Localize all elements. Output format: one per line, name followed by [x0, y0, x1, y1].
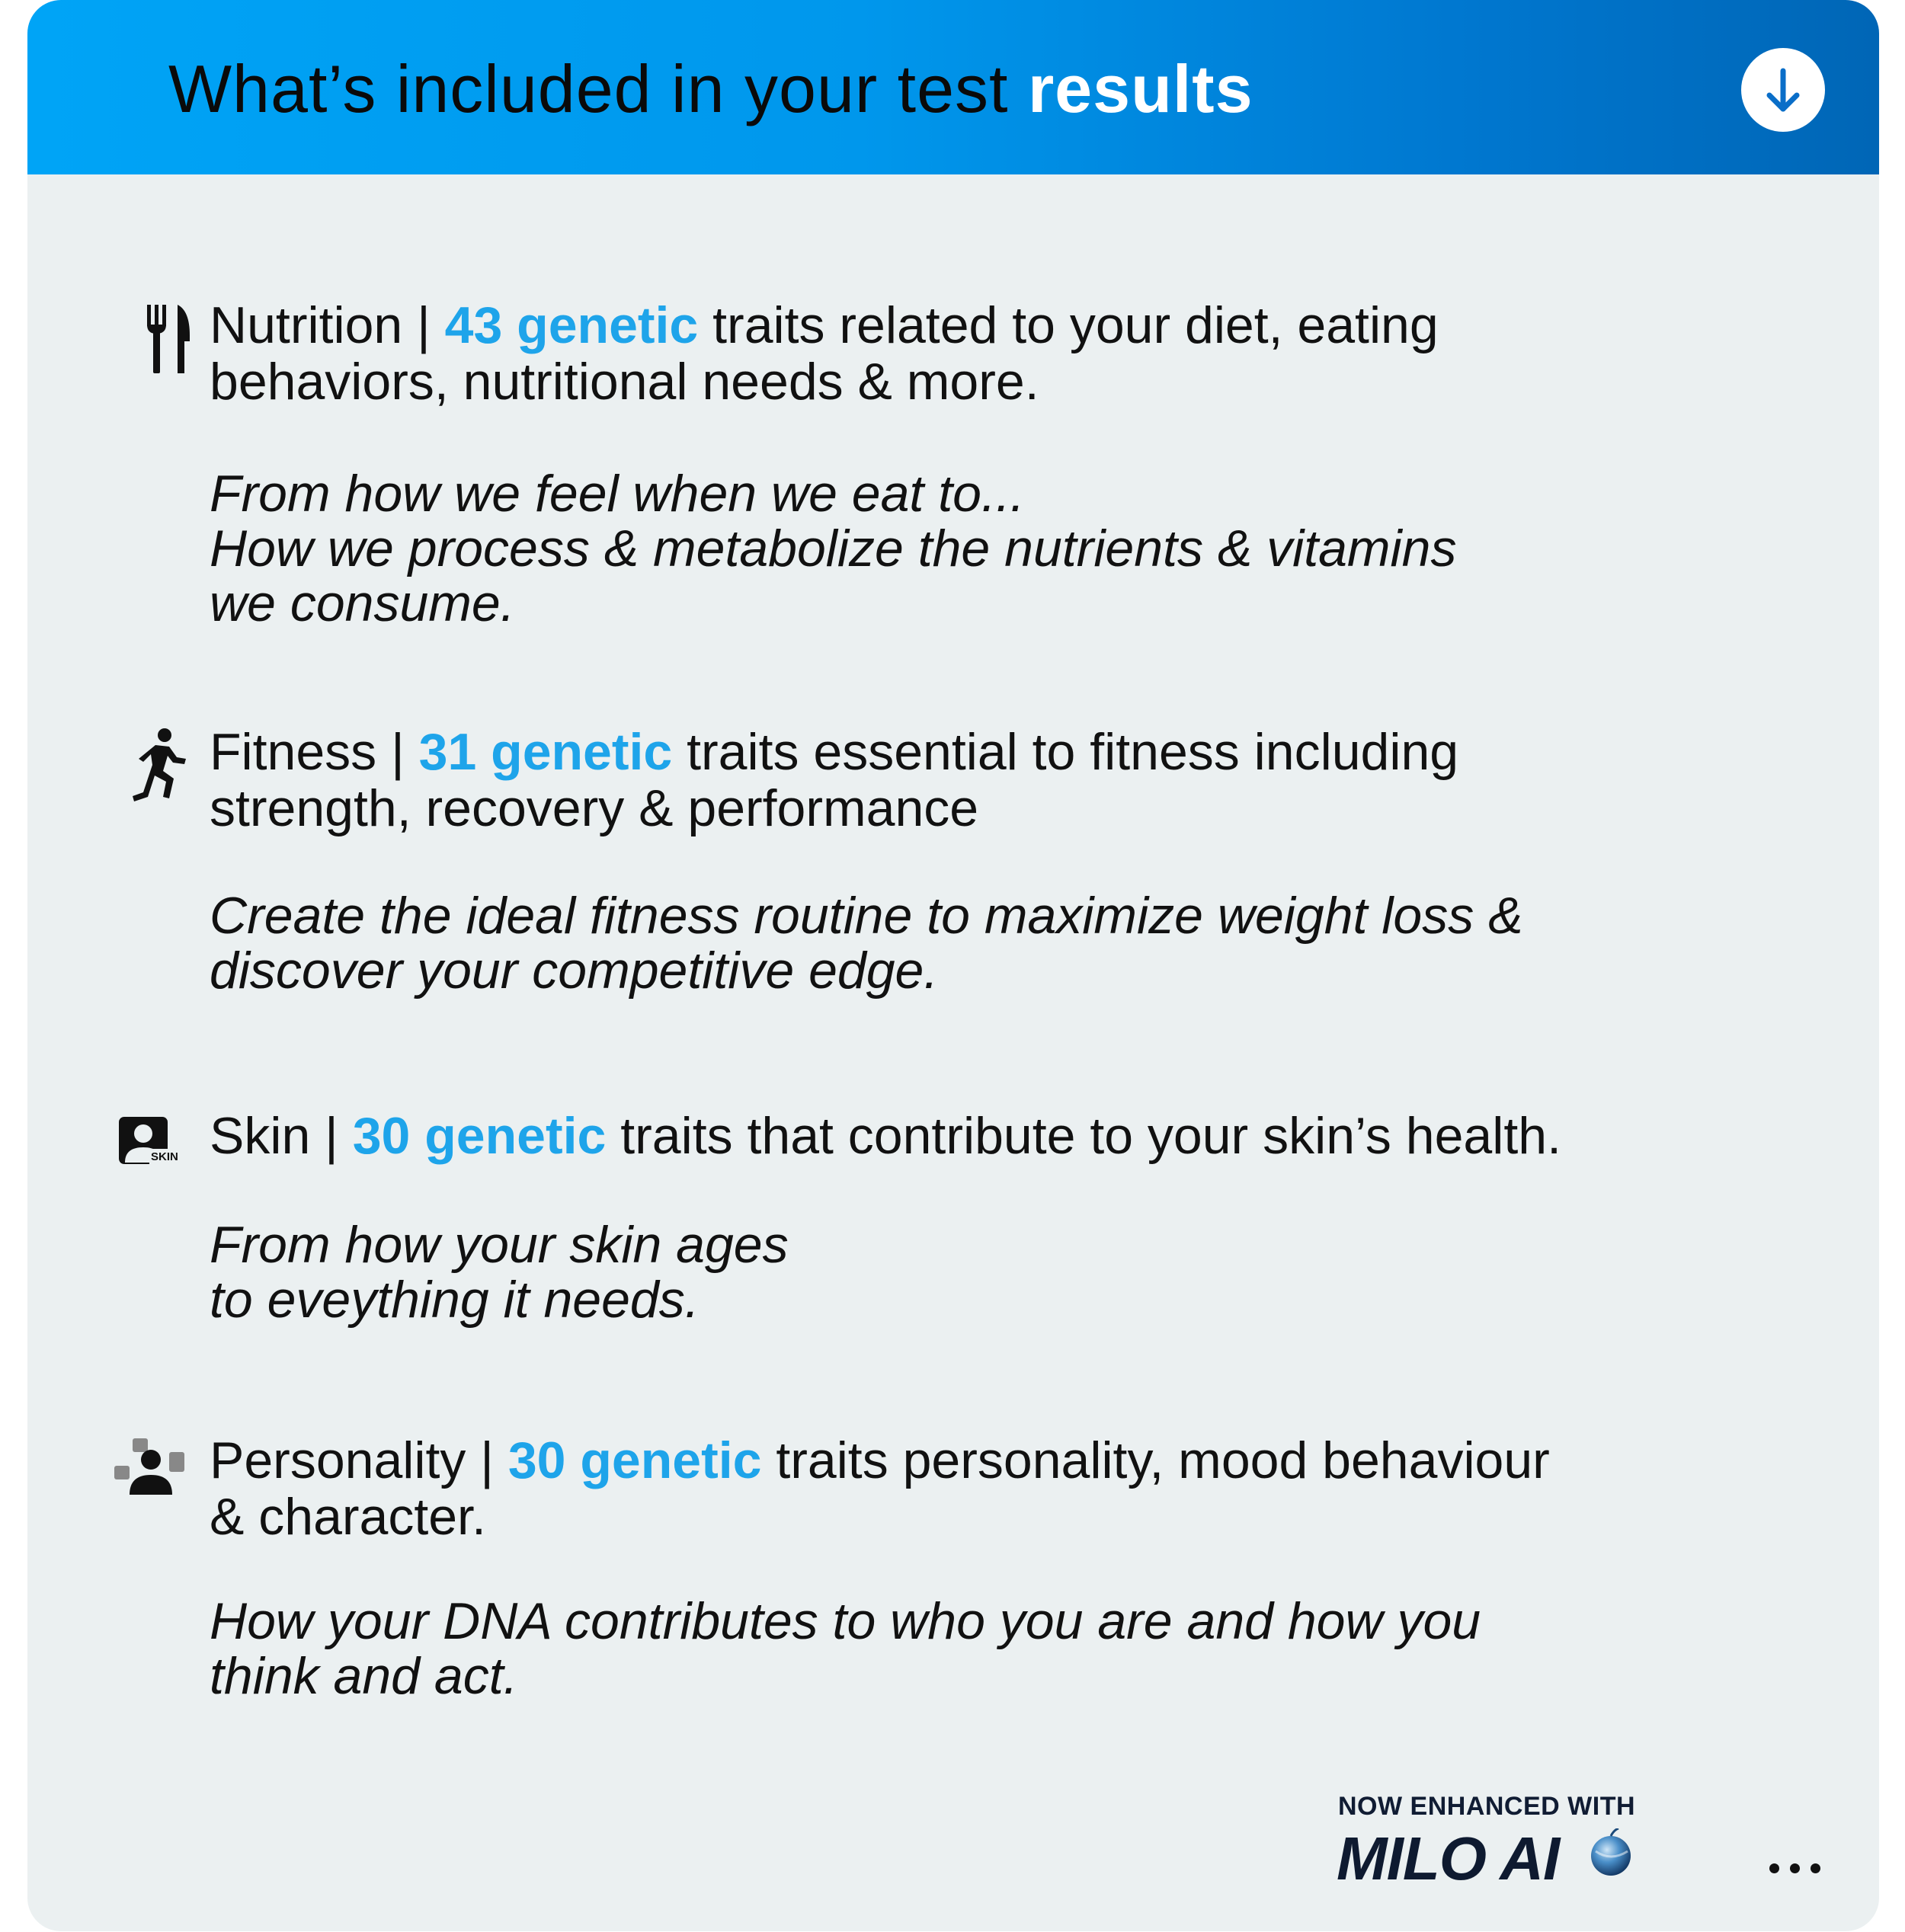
globe-orb-icon: [1588, 1828, 1634, 1877]
card-header[interactable]: [27, 0, 1879, 174]
section-description: [210, 1594, 1810, 1703]
section-name: Personality |: [210, 1431, 508, 1489]
lead-text: traits personality, mood behaviour: [761, 1431, 1550, 1489]
brand-logo-text: MILO AI: [1337, 1825, 1560, 1892]
trait-count: 30 genetic: [507, 1431, 762, 1489]
fork-knife-icon: [142, 305, 196, 373]
description-line: discover your competitive edge.: [210, 942, 939, 1000]
section-description: [210, 1217, 1810, 1327]
collapse-toggle-button[interactable]: [1741, 48, 1825, 132]
description-line: think and act.: [210, 1647, 518, 1705]
personality-group-icon: [114, 1438, 184, 1495]
more-dots-icon: [1790, 1863, 1800, 1873]
trait-count: 31 genetic: [418, 723, 673, 781]
section-name: Skin |: [210, 1107, 353, 1165]
skin-icon: [119, 1115, 183, 1167]
section-lead: [210, 1432, 1772, 1545]
more-dots-icon: [1811, 1863, 1820, 1873]
section-lead: [210, 1108, 1772, 1164]
trait-count: 43 genetic: [444, 296, 699, 354]
skin-icon-label: SKIN: [151, 1150, 178, 1163]
lead-text: traits related to your diet, eating: [698, 296, 1439, 354]
lead-text-line2: & character.: [210, 1488, 486, 1546]
more-options-button[interactable]: [1766, 1853, 1827, 1883]
description-line: How your DNA contributes to who you are and how you: [210, 1592, 1481, 1650]
lead-text-line2: strength, recovery & performance: [210, 779, 979, 837]
section-lead: [210, 724, 1772, 836]
trait-count: 30 genetic: [352, 1107, 607, 1165]
header-title-highlight: results: [1027, 51, 1253, 126]
lead-text: traits that contribute to your skin’s health.: [606, 1107, 1561, 1165]
section-description: [210, 888, 1810, 998]
description-line: How we process & metabolize the nutrients & vitamins: [210, 520, 1457, 577]
section-name: Nutrition |: [210, 296, 445, 354]
description-line: From how we feel when we eat to...: [210, 465, 1025, 523]
lead-text: traits essential to fitness including: [672, 723, 1459, 781]
description-line: From how your skin ages: [210, 1216, 789, 1274]
enhanced-with-label: NOW ENHANCED WITH: [1338, 1792, 1636, 1821]
section-description: [210, 466, 1810, 631]
header-title: [168, 47, 1253, 131]
running-person-icon: [130, 728, 190, 804]
description-line: Create the ideal fitness routine to maximize weight loss &: [210, 887, 1523, 945]
lead-text-line2: behaviors, nutritional needs & more.: [210, 353, 1039, 411]
more-dots-icon: [1769, 1863, 1779, 1873]
description-line: we consume.: [210, 574, 515, 632]
section-lead: [210, 297, 1772, 410]
header-title-prefix: What’s included in your test: [168, 51, 1028, 126]
results-card: [27, 0, 1879, 1931]
section-name: Fitness |: [210, 723, 419, 781]
arrow-down-icon: [1741, 48, 1825, 132]
description-line: to eveything it needs.: [210, 1271, 700, 1329]
